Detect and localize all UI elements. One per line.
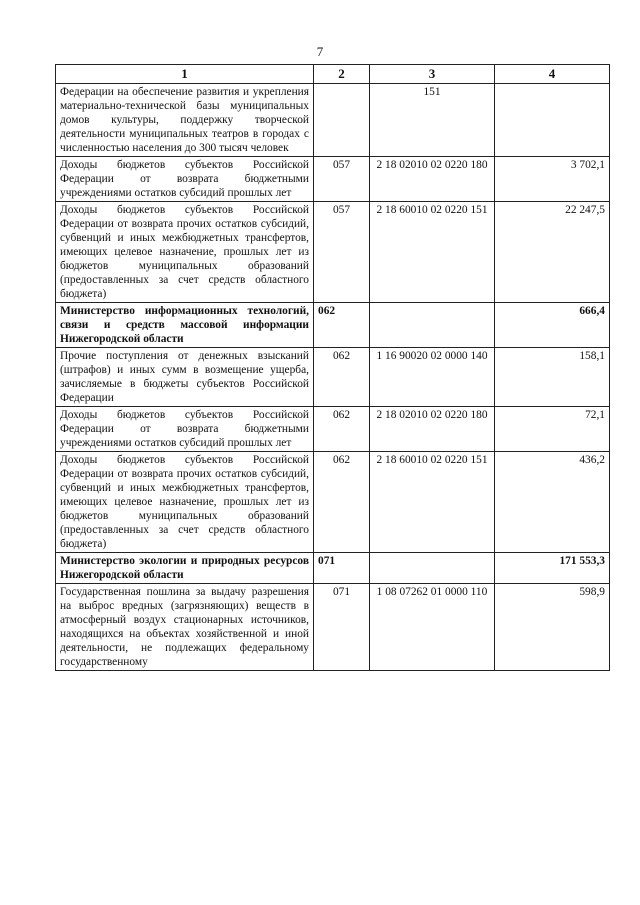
ministry-admin-code: 071 xyxy=(314,553,370,584)
ministry-name: Министерство информационных технологий, связи и средств массовой информации Нижегородской области xyxy=(56,303,314,348)
row-admin-code: 062 xyxy=(314,407,370,452)
header-col-3: 3 xyxy=(370,65,495,84)
row-admin-code: 062 xyxy=(314,348,370,407)
row-kbk-code: 151 xyxy=(370,84,495,157)
header-col-1: 1 xyxy=(56,65,314,84)
row-kbk-code: 2 18 02010 02 0220 180 xyxy=(370,407,495,452)
header-row xyxy=(56,65,610,84)
row-kbk-code: 2 18 60010 02 0220 151 xyxy=(370,202,495,303)
table-row xyxy=(56,202,610,303)
row-amount: 22 247,5 xyxy=(495,202,610,303)
row-kbk-code: 1 08 07262 01 0000 110 xyxy=(370,584,495,671)
revenue-table xyxy=(55,64,610,671)
header-col-2: 2 xyxy=(314,65,370,84)
row-description: Государственная пошлина за выдачу разрешения на выброс вредных (загрязняющих) веществ в атмосферный воздух стационарных источников, находящихся на объектах хозяйственной и иной деятельности, не подлежащих федеральному государственному xyxy=(56,584,314,671)
row-amount: 3 702,1 xyxy=(495,157,610,202)
ministry-total: 666,4 xyxy=(495,303,610,348)
table-row xyxy=(56,407,610,452)
table-row xyxy=(56,157,610,202)
header-col-4: 4 xyxy=(495,65,610,84)
table-row xyxy=(56,84,610,157)
row-description: Доходы бюджетов субъектов Российской Федерации от возврата бюджетными учреждениями остатков субсидий прошлых лет xyxy=(56,407,314,452)
row-kbk-code: 2 18 02010 02 0220 180 xyxy=(370,157,495,202)
ministry-name: Министерство экологии и природных ресурсов Нижегородской области xyxy=(56,553,314,584)
row-description: Федерации на обеспечение развития и укрепления материально-технической базы муниципальных домов культуры, поддержку творческой деятельности муниципальных театров в городах с численностью населения до 300 тысяч человек xyxy=(56,84,314,157)
row-admin-code: 071 xyxy=(314,584,370,671)
ministry-kbk-code xyxy=(370,303,495,348)
row-description: Прочие поступления от денежных взысканий (штрафов) и иных сумм в возмещение ущерба, зачисляемые в бюджеты субъектов Российской Федерации xyxy=(56,348,314,407)
row-amount xyxy=(495,84,610,157)
row-admin-code: 057 xyxy=(314,157,370,202)
row-admin-code: 062 xyxy=(314,452,370,553)
row-amount: 436,2 xyxy=(495,452,610,553)
ministry-total: 171 553,3 xyxy=(495,553,610,584)
page-number: 7 xyxy=(316,44,324,59)
ministry-row xyxy=(56,553,610,584)
ministry-admin-code: 062 xyxy=(314,303,370,348)
ministry-kbk-code xyxy=(370,553,495,584)
ministry-row xyxy=(56,303,610,348)
row-admin-code xyxy=(314,84,370,157)
row-kbk-code: 2 18 60010 02 0220 151 xyxy=(370,452,495,553)
row-amount: 598,9 xyxy=(495,584,610,671)
table-row xyxy=(56,584,610,671)
table-row xyxy=(56,348,610,407)
row-amount: 72,1 xyxy=(495,407,610,452)
row-description: Доходы бюджетов субъектов Российской Федерации от возврата прочих остатков субсидий, субвенций и иных межбюджетных трансфертов, имеющих целевое назначение, прошлых лет из бюджетов муниципальных образований (предоставленных за счет средств областного бюджета) xyxy=(56,452,314,553)
row-amount: 158,1 xyxy=(495,348,610,407)
row-kbk-code: 1 16 90020 02 0000 140 xyxy=(370,348,495,407)
table-row xyxy=(56,452,610,553)
row-description: Доходы бюджетов субъектов Российской Федерации от возврата прочих остатков субсидий, субвенций и иных межбюджетных трансфертов, имеющих целевое назначение, прошлых лет из бюджетов муниципальных образований (предоставленных за счет средств областного бюджета) xyxy=(56,202,314,303)
row-admin-code: 057 xyxy=(314,202,370,303)
row-description: Доходы бюджетов субъектов Российской Федерации от возврата бюджетными учреждениями остатков субсидий прошлых лет xyxy=(56,157,314,202)
